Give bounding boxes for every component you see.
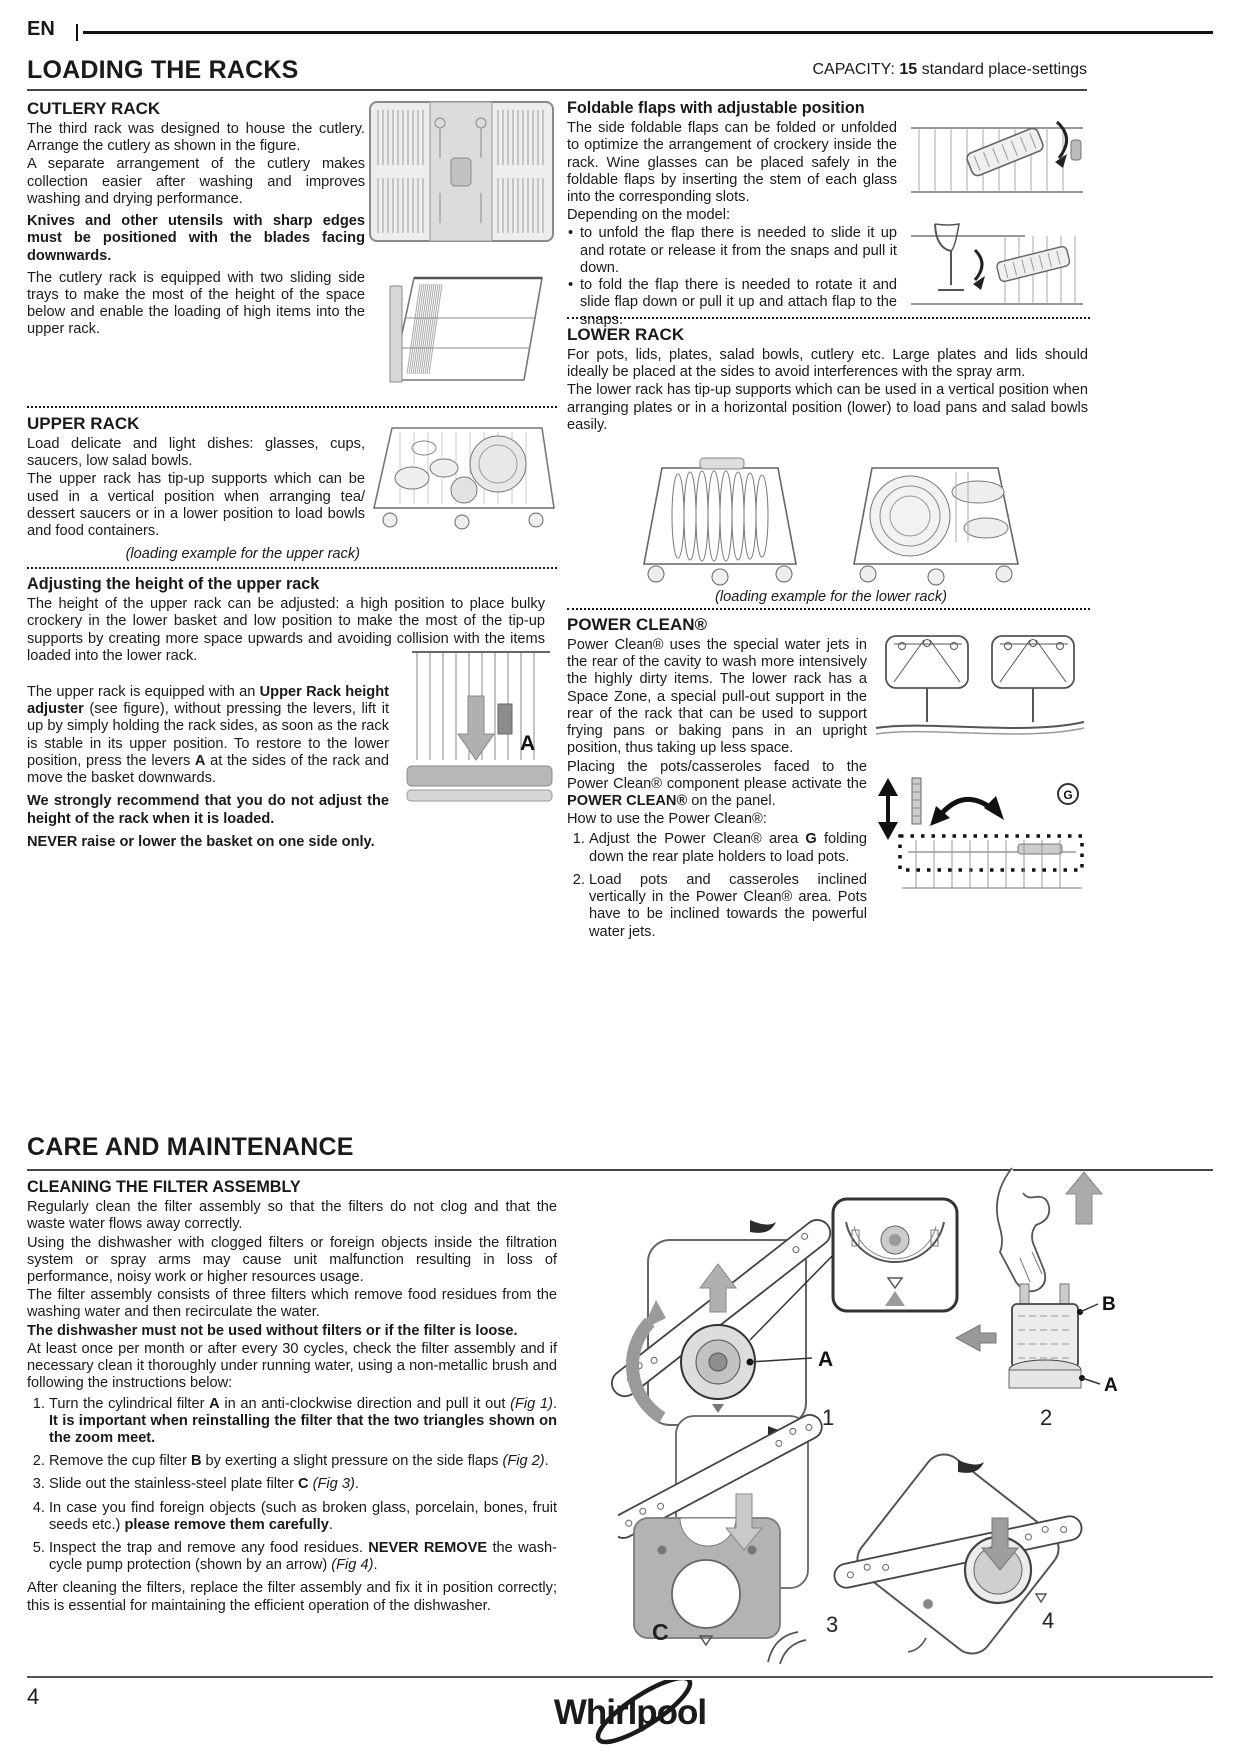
capacity-label: CAPACITY:: [812, 61, 900, 78]
lower-rack-heading: LOWER RACK: [567, 325, 685, 344]
power-step-2: 2. Load pots and casseroles inclined vertically in the Power Clean® area. Pots have to be inclined towards the powerful water jets.: [589, 872, 867, 941]
upper-rack-caption: (loading example for the upper rack): [125, 546, 360, 562]
title-rule: [27, 89, 1087, 91]
lower-rack-figure-1: [630, 432, 810, 590]
capacity-note: [600, 61, 1087, 79]
fig2-a-label: A: [1104, 1375, 1118, 1396]
brand-logo: [520, 1680, 740, 1746]
cutlery-paragraph-3: The cutlery rack is equipped with two sliding side trays to make the most of the height of the space below and enable the loading of high items into the upper rack.: [27, 269, 365, 338]
care-paragraph-2: Using the dishwasher with clogged filters or foreign objects inside the filtration system or spray arms may cause unit malfunction resulting in loss of performance, noisy work or higher resources usage.: [27, 1234, 557, 1285]
cutlery-warning: Knives and other utensils with sharp edges must be positioned with the blades facing downwards.: [27, 213, 365, 264]
filter-fig3: [618, 1398, 823, 1666]
adjuster-a-label: A: [520, 732, 536, 755]
lower-rack-figure-2: [838, 432, 1033, 590]
lower-rack-caption: (loading example for the lower rack): [715, 589, 947, 605]
cutlery-rack-side-figure: [372, 252, 555, 402]
power-step-1: 1. Adjust the Power Clean® area G folding down the rear plate holders to load pots.: [589, 831, 867, 865]
cutlery-rack-heading: CUTLERY RACK: [27, 99, 161, 118]
adjust-paragraph-2: The upper rack is equipped with an Upper Rack height adjuster (see figure), without pressing the levers, lift it up by simply holding the rack sides, as soon as the rack is stable in its upper position. To restore to the lower position, press the levers A at the sides of the rack and move the basket downwards.: [27, 684, 389, 787]
filter-cleaning-heading: CLEANING THE FILTER ASSEMBLY: [27, 1178, 301, 1196]
plate-holder-figure: [872, 624, 1087, 739]
upper-paragraph-2: The upper rack has tip-up supports which can be used in a vertical position when arranging tea/ dessert saucers or in a lower position to load bowls and food containers.: [27, 471, 365, 540]
power-paragraph-3: How to use the Power Clean®:: [567, 811, 767, 828]
flaps-paragraph-2: Depending on the model:: [567, 207, 731, 224]
power-paragraph-1: Power Clean® uses the special water jets in the rear of the cavity to wash more intensively the highly dirty items. The lower rack has a Space Zone, a special pull-out support in the rear of the rack that can be used to support frying pans or baking pans in an upright position, thus taking up less space.: [567, 637, 867, 757]
fig1-number: 1: [822, 1405, 835, 1430]
foldable-flaps-section: [567, 99, 897, 329]
fig2-b-label: B: [1102, 1294, 1116, 1315]
flaps-bullet-1: • to unfold the flap there is needed to slide it up and rotate or release it from the snaps and pull it down.: [567, 225, 897, 277]
cutlery-rack-section: [27, 99, 365, 340]
adjust-paragraph-1: The height of the upper rack can be adjusted: a high position to place bulky crockery in the lower basket and low position to make the most of the tip-up supports by creating more space upwards and avoiding collision with the items loaded into the lower rack.: [27, 596, 545, 664]
flaps-bullet-2: • to fold the flap there is needed to rotate it and slide flap down or pull it up and attach flap to the snaps.: [567, 277, 897, 329]
power-clean-zone-figure: [872, 744, 1087, 894]
care-paragraph-6: After cleaning the filters, replace the filter assembly and fix it in position correctly; this is essential for maintaining the efficient operation of the dishwasher.: [27, 1580, 557, 1614]
cutlery-paragraph-2: A separate arrangement of the cutlery makes collection easier after washing and improves washing and drying performance.: [27, 156, 365, 207]
care-step-3: 3. Slide out the stainless-steel plate filter C (Fig 3).: [49, 1476, 557, 1493]
care-warning: The dishwasher must not be used without filters or if the filter is loose.: [27, 1322, 518, 1339]
filter-cleaning-section: [27, 1178, 557, 1616]
foldable-flap-figure-2: [905, 214, 1088, 318]
upper-rack-section: [27, 414, 365, 541]
footer-rule: [27, 1676, 1213, 1678]
foldable-flaps-heading: Foldable flaps with adjustable position: [567, 99, 865, 117]
header-rule: [83, 31, 1213, 34]
care-step-1: 1. Turn the cylindrical filter A in an anti-clockwise direction and pull it out (Fig 1). It is important when reinstalling the filter that the two triangles shown on the zoom meet.: [49, 1396, 557, 1448]
fig4-number: 4: [1042, 1608, 1055, 1633]
care-step-2: 2. Remove the cup filter B by exerting a slight pressure on the side flaps (Fig 2).: [49, 1453, 557, 1470]
cutlery-rack-top-figure: [368, 98, 555, 245]
upper-rack-figure: [366, 408, 558, 545]
page-title: LOADING THE RACKS: [27, 56, 299, 84]
care-title: CARE AND MAINTENANCE: [27, 1133, 354, 1161]
filter-fig2: [950, 1162, 1120, 1422]
fig3-number: 3: [826, 1612, 839, 1637]
separator-dotted-2: [27, 567, 557, 569]
upper-rack-heading: UPPER RACK: [27, 414, 140, 433]
language-tag: EN: [27, 18, 55, 40]
fig1-a-label: A: [818, 1348, 834, 1371]
care-step-4: 4. In case you find foreign objects (such as broken glass, porcelain, bones, fruit seeds etc.) please remove them carefully.: [49, 1500, 557, 1534]
header-tick: [76, 24, 78, 41]
power-clean-heading: POWER CLEAN®: [567, 615, 708, 634]
flaps-bullet-list: [567, 225, 897, 328]
adjust-warning-2: NEVER raise or lower the basket on one side only.: [27, 833, 375, 850]
care-step-5: 5. Inspect the trap and remove any food residues. NEVER REMOVE the wash-cycle pump protection (shown by an arrow) (Fig 4).: [49, 1540, 557, 1574]
flaps-paragraph-1: The side foldable flaps can be folded or unfolded to optimize the arrangement of crockery inside the rack. Wine glasses can be placed safely in the foldable flaps by inserting the stem of each glass into the corresponding slots.: [567, 120, 897, 205]
adjust-warning-1: We strongly recommend that you do not adjust the height of the rack when it is loaded.: [27, 793, 389, 827]
separator-dotted-3: [567, 317, 1090, 319]
lower-rack-section: [567, 325, 1088, 435]
page-number: 4: [27, 1684, 40, 1709]
power-steps-list: [567, 831, 867, 940]
capacity-value: 15: [899, 61, 918, 78]
adjust-height-text: [27, 684, 389, 852]
foldable-flap-figure-1: [905, 100, 1088, 208]
height-adjuster-figure: [402, 638, 557, 816]
lower-paragraph-2: The lower rack has tip-up supports which can be used in a vertical position when arranging plates or in a horizontal position (lower) to load pans and salad bowls easily.: [567, 382, 1088, 433]
capacity-suffix: standard place-settings: [917, 61, 1087, 78]
separator-dotted-4: [567, 608, 1090, 610]
power-clean-g-label: G: [1063, 788, 1073, 802]
fig2-number: 2: [1040, 1405, 1053, 1430]
power-paragraph-2: Placing the pots/casseroles faced to the Power Clean® component please activate the POWER CLEAN® on the panel.: [567, 758, 867, 810]
upper-paragraph-1: Load delicate and light dishes: glasses, cups, saucers, low salad bowls.: [27, 436, 365, 470]
care-paragraph-3: The filter assembly consists of three filters which remove food residues from the washing water and then recirculate the water.: [27, 1287, 557, 1321]
power-clean-section: [567, 615, 867, 947]
care-paragraph-1: Regularly clean the filter assembly so that the filters do not clog and that the waste water flows away correctly.: [27, 1199, 557, 1233]
fig3-c-label: C: [652, 1619, 669, 1645]
care-paragraph-5: At least once per month or after every 30 cycles, check the filter assembly and if necessary clean it thoroughly under running water, using a non-metallic brush and following the instructions below:: [27, 1340, 557, 1392]
care-steps-list: [27, 1396, 557, 1575]
cutlery-paragraph-1: The third rack was designed to house the cutlery. Arrange the cutlery as shown in the figure.: [27, 121, 365, 155]
brand-logo-text: Whirlpool: [553, 1693, 707, 1732]
filter-zoom-inset: [830, 1196, 960, 1314]
adjust-height-heading: Adjusting the height of the upper rack: [27, 575, 320, 593]
lower-paragraph-1: For pots, lids, plates, salad bowls, cutlery etc. Large plates and lids should ideally be placed at the sides to avoid interferences with the spray arm.: [567, 347, 1088, 381]
